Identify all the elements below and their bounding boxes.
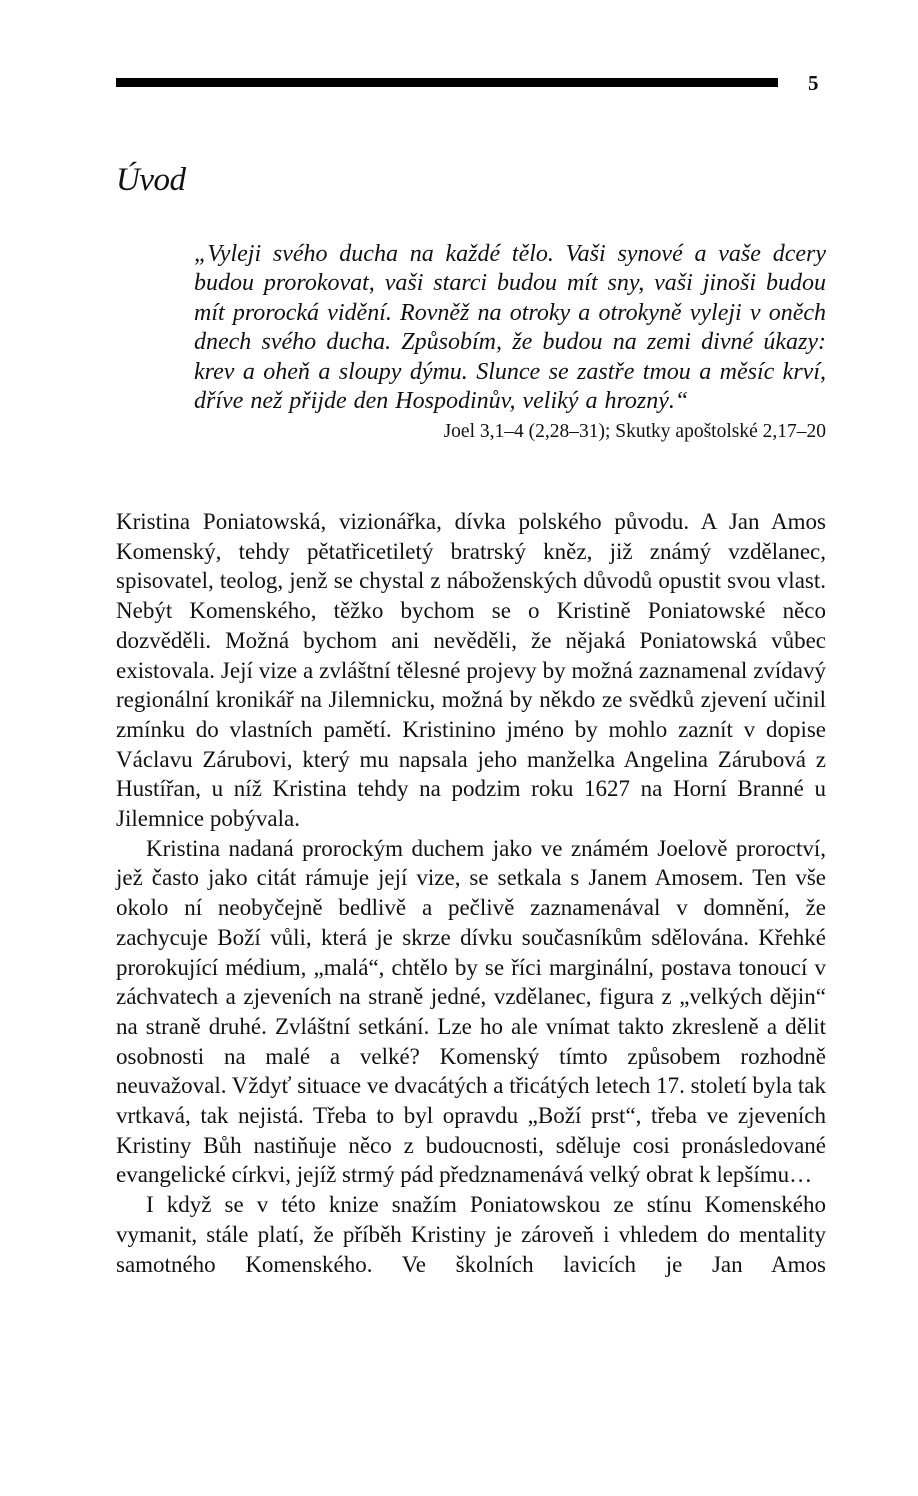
page-number: 5 [808,71,819,95]
header-rule [116,78,778,87]
motto-quote: „Vyleji svého ducha na každé tělo. Vaši synové a vaše dcery budou prorokovat, vaši starci budou mít sny, vaši jinoši budou mít prorocká vidění. Rovněž na otroky a otrokyně vyleji v oněch dnech svého ducha. Způsobím, že budou na zemi divné úkazy: krev a oheň a sloupy dýmu. Slunce se zastře tmou a měsíc krví, dříve než přijde den Hospodinův, veliký a hrozný.“ [194,241,826,415]
chapter-title: Úvod [116,162,186,198]
body-text [116,507,826,1279]
paragraph-2: Kristina nadaná prorockým duchem jako ve známém Joelově proroctví, jež často jako citát rámuje její vize, se setkala s Janem Amosem. Ten vše okolo ní neobyčejně bedlivě a pečlivě zaznamenával v domnění, že zachycuje Boží vůli, která je skrze dívku současníkům sdělována. Křehké prorokující médium, „malá“, chtělo by se říci marginální, postava tonoucí v záchvatech a zjeveních na straně jedné, vzdělanec, figura z „velkých dějin“ na straně druhé. Zvláštní setkání. Lze ho ale vnímat takto zkresleně a dělit osobnosti na malé a velké? Komenský tímto způsobem rozhodně neuvažoval. Vždyť situace ve dvacátých a třicátých letech 17. století byla tak vrtkavá, tak nejistá. Třeba to byl opravdu „Boží prst“, třeba ve zjeveních Kristiny Bůh nastiňuje něco z budoucnosti, sděluje cosi pronásledované evangelické církvi, jejíž strmý pád předznamenává velký obrat k lepšímu… [116,835,826,1188]
paragraph-1: Kristina Poniatowská, vizionářka, dívka polského původu. A Jan Amos Komenský, tehdy pětatřicetiletý bratrský kněz, již známý vzdělanec, spisovatel, teolog, jenž se chystal z náboženských důvodů opustit svou vlast. Nebýt Komenského, těžko bychom se o Kristině Poniatowské něco dozvěděli. Možná bychom ani nevěděli, že nějaká Poniatowská vůbec existovala. Její vize a zvláštní tělesné projevy by možná zaznamenal zvídavý regionální kronikář na Jilemnicku, možná by někdo ze svědků zjevení učinil zmínku do vlastních pamětí. Kristinino jméno by mohlo zaznít v dopise Václavu Zárubovi, který mu napsala jeho manželka Angelina Zárubová z Hustířan, u níž Kristina tehdy na podzim roku 1627 na Horní Branné u Jilemnice pobývala. [116,509,826,832]
motto-source: Joel 3,1–4 (2,28–31); Skutky apoštolské 2,17–20 [443,421,826,443]
motto-block [194,240,826,444]
paragraph-3: I když se v této knize snažím Poniatowskou ze stínu Komenského vymanit, stále platí, že příběh Kristiny je zároveň i vhledem do mentality samotného Komenského. Ve školních lavicích je Jan Amos [116,1192,826,1277]
